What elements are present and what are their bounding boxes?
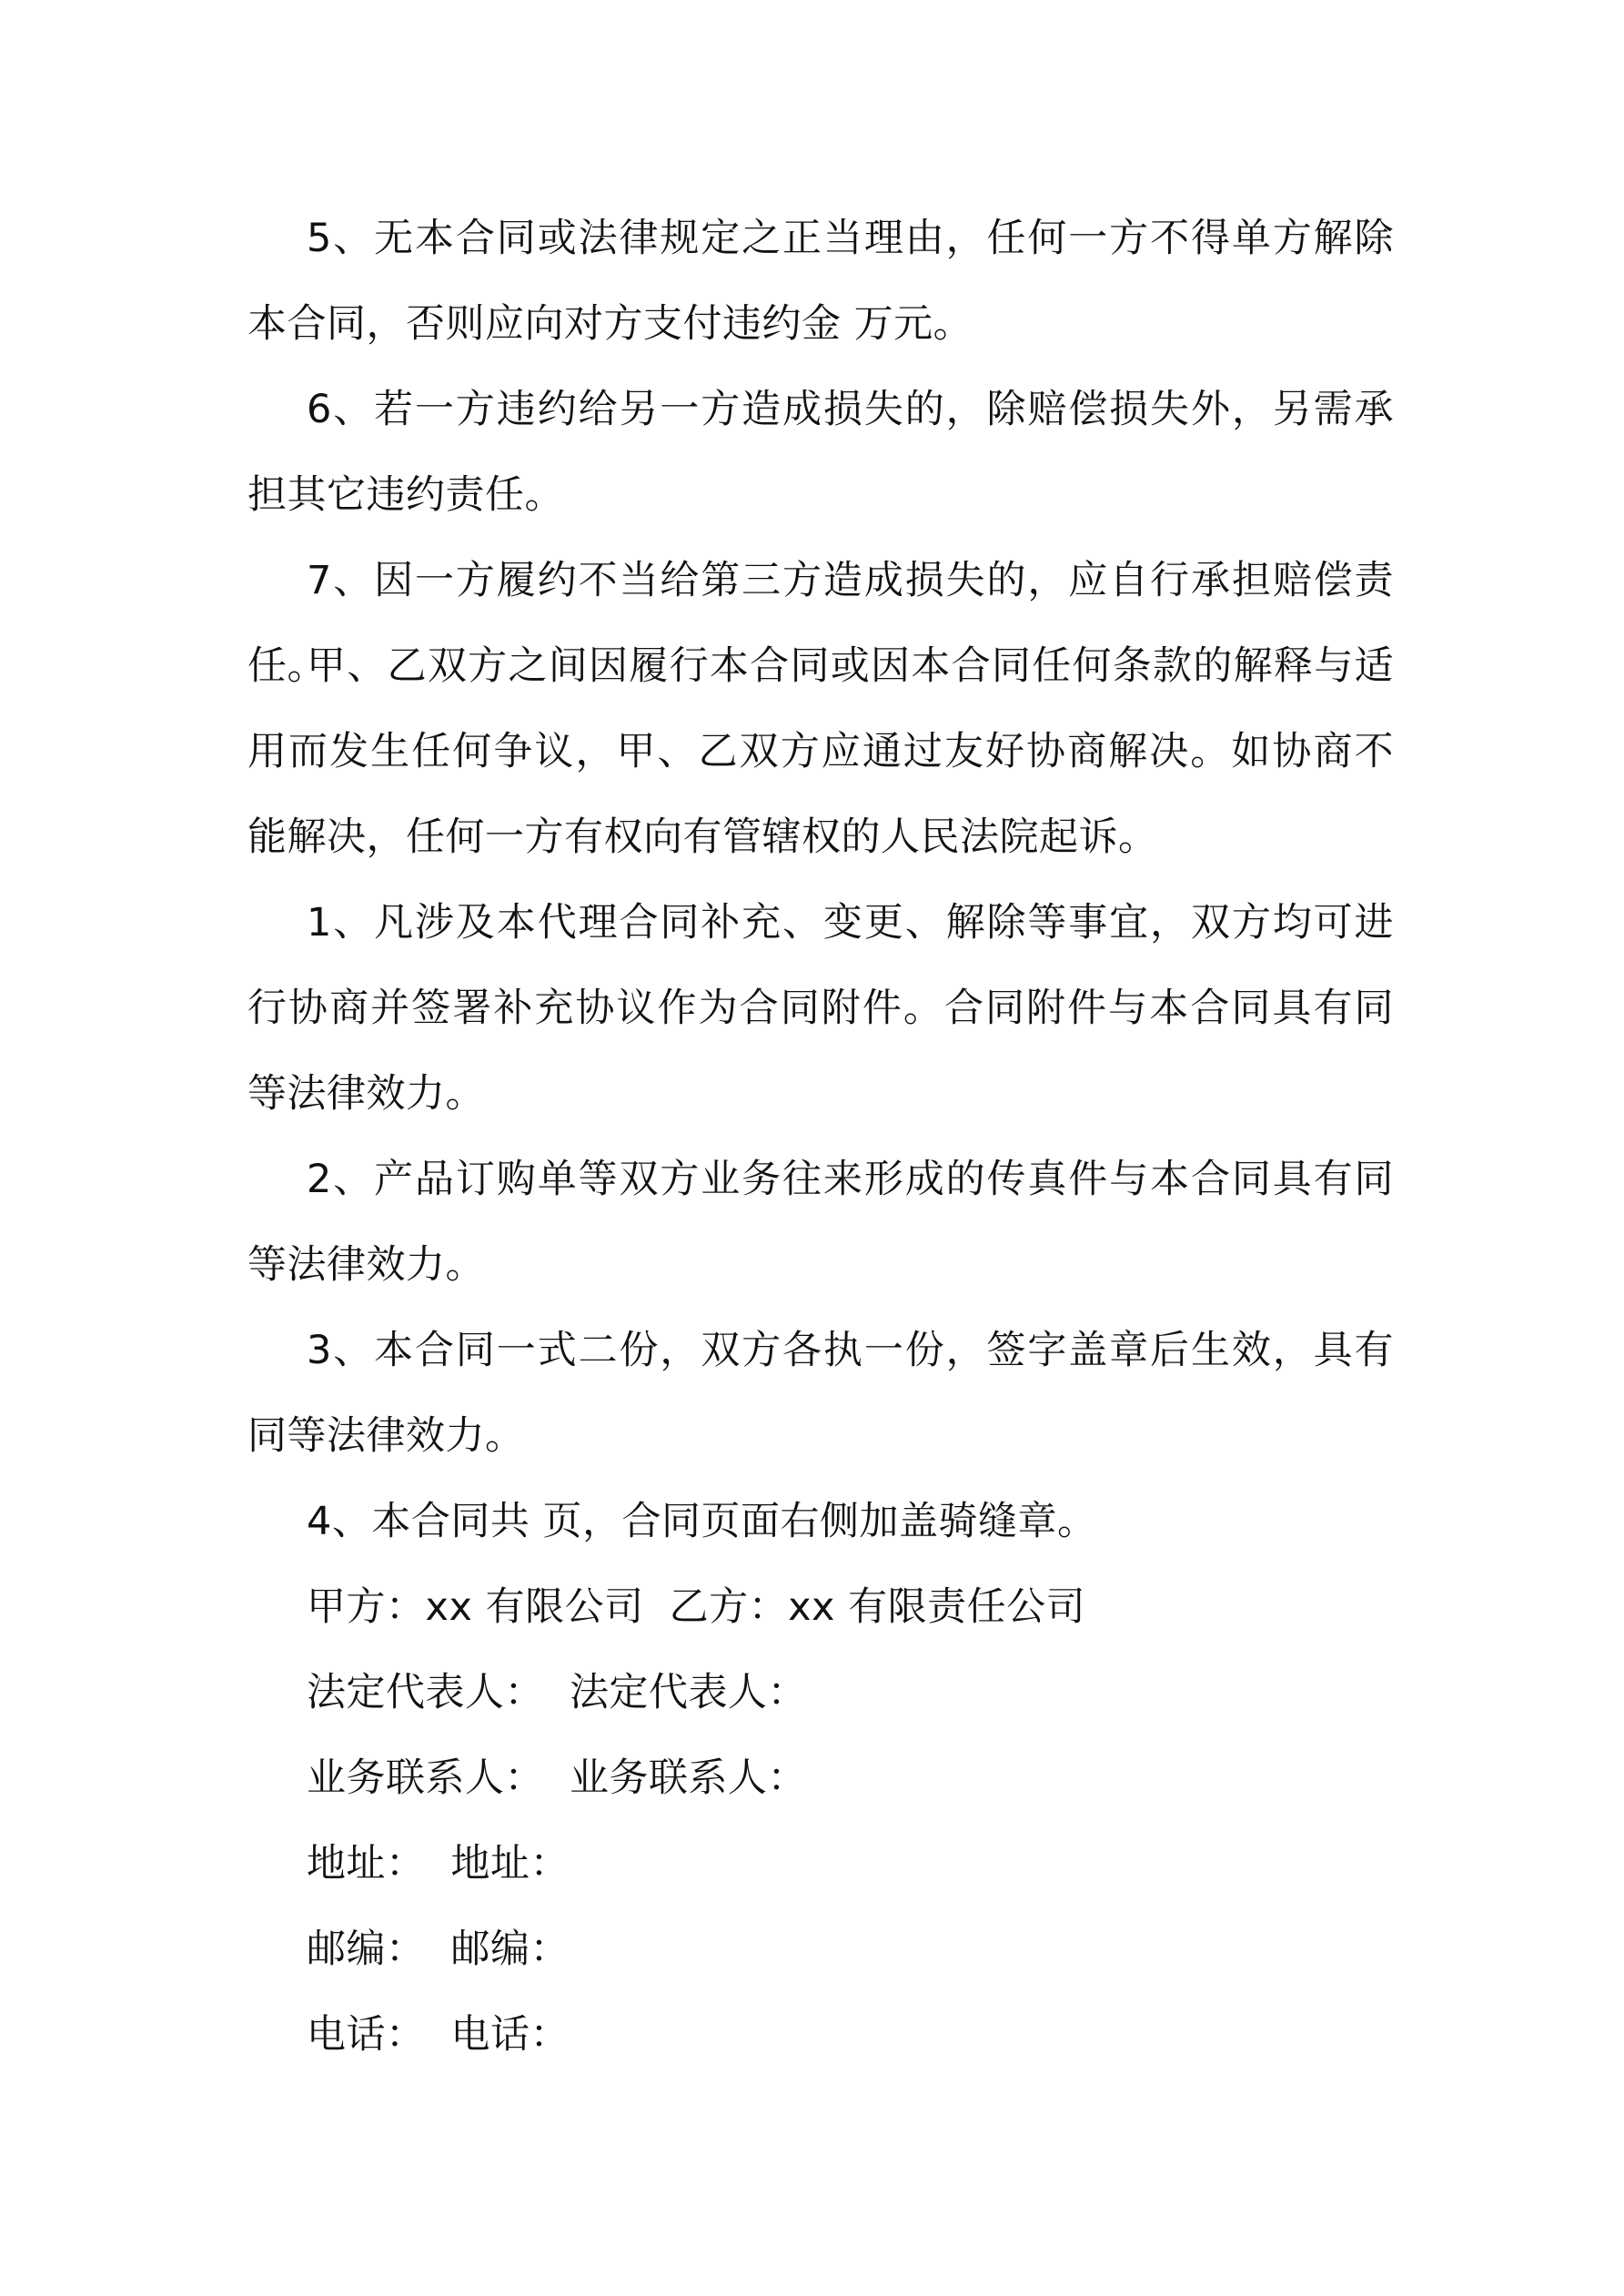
supplement-clause-3-paragraph: 3、本合同一式二份，双方各执一份，签字盖章后生效，具有同等法律效力。	[247, 1328, 1394, 1459]
supplement-clause-1-paragraph: 1、凡涉及本代理合同补充、变更、解除等事宜，双方均可进行协商并签署补充协议作为合同附件。合同附件与本合同具有同等法律效力。	[247, 900, 1394, 1117]
party-a-address-label: 地址：	[307, 1841, 426, 1886]
signature-parties-row	[307, 1564, 1085, 1650]
party-b-postcode-label: 邮编：	[450, 1927, 570, 1972]
party-b-contact-label: 业务联系人：	[570, 1755, 807, 1801]
party-b-address-label: 地址：	[450, 1841, 570, 1886]
signature-address-row	[307, 1821, 570, 1907]
clause-7-paragraph: 7、因一方履约不当给第三方造成损失的，应自行承担赔偿责任。	[247, 558, 1394, 689]
party-a-label: 甲方：xx 有限公司	[307, 1584, 644, 1630]
dispute-resolution-paragraph: 甲、乙双方之间因履行本合同或因本合同任何条款的解释与适用而发生任何争议，甲、乙双方应通过友好协商解决。如协商不能解决，任何一方有权向有管辖权的人民法院起诉。	[247, 643, 1394, 860]
party-b-phone-label: 电话：	[450, 2012, 570, 2058]
party-a-contact-label: 业务联系人：	[307, 1755, 544, 1801]
party-a-representative-label: 法定代表人：	[307, 1670, 544, 1715]
clause-5-paragraph: 5、无本合同或法律规定之正当理由，任何一方不得单方解除本合同，否则应向对方支付违约金 万元。	[247, 216, 1394, 347]
signature-contact-row	[307, 1735, 807, 1821]
party-a-phone-label: 电话：	[307, 2012, 426, 2058]
signature-representative-row	[307, 1650, 807, 1735]
supplement-clause-4-paragraph: 4、本合同共 页，合同页面右侧加盖骑缝章。	[307, 1499, 1097, 1544]
party-a-postcode-label: 邮编：	[307, 1927, 426, 1972]
signature-phone-row	[307, 1992, 570, 2078]
party-b-representative-label: 法定代表人：	[570, 1670, 807, 1715]
signature-postcode-row	[307, 1907, 570, 1992]
party-b-label: 乙方：xx 有限责任公司	[669, 1584, 1086, 1630]
clause-6-paragraph: 6、若一方违约给另一方造成损失的，除赔偿损失外，另需承担其它违约责任。	[247, 387, 1394, 518]
supplement-clause-2-paragraph: 2、产品订购单等双方业务往来形成的传真件与本合同具有同等法律效力。	[247, 1157, 1394, 1288]
